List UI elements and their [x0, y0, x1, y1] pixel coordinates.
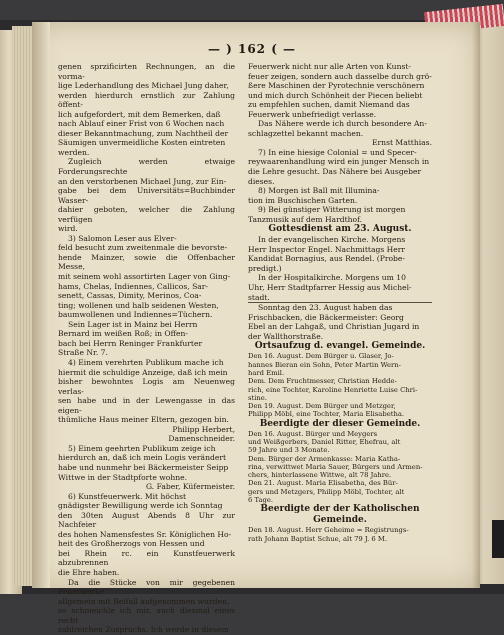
text-line: feuer zeigen, sondern auch dasselbe durch grö-	[248, 71, 432, 81]
text-line: dieser Bekanntmachung, zum Nachtheil der	[58, 128, 229, 138]
text-line: dahier geboten, welcher die Zahlung verfügen	[58, 205, 235, 224]
text-line: Da die Stücke von mir gegebenen Feuerwerke	[58, 577, 235, 597]
text-line: 59 Jahre und 3 Monate.	[248, 446, 330, 455]
text-line: 6) Kunstfeuerwerk. Mit höchst	[68, 491, 187, 501]
text-line: 9) Bei günstiger Witterung ist morgen	[258, 205, 406, 215]
text-line: Herr Inspector Engel. Nachmittags Herr	[248, 244, 406, 254]
text-line: In der Hospitalkirche. Morgens um 10	[258, 273, 406, 283]
text-line: nach Ablauf einer Frist von 6 Wochen nach	[58, 119, 225, 129]
page-edge-shade	[472, 22, 480, 588]
text-line: hams, Chelas, Indiennes, Callicos, Sar-	[58, 281, 208, 291]
text-line: G. Faber, Küfermeister.	[146, 482, 235, 492]
text-line: und mich durch Schönheit der Piecen beliebt	[248, 90, 423, 100]
text-line: zahlreichen Zuspruchs. Ich werde in diesem	[58, 625, 229, 635]
text-line: 4) Einem verehrten Publikum mache ich	[68, 357, 224, 367]
text-line: Zugleich werden etwaige Forderungsrechte	[58, 157, 235, 177]
text-line: den 30ten August Abends 8 Uhr zur Nachfeier	[58, 510, 235, 530]
page-header: — ) 162 ( —	[207, 42, 297, 56]
text-line: Den 21. August. Maria Elisabetha, des Bür-	[248, 479, 398, 488]
text-line: Sein Lager ist in Mainz bei Herrn	[68, 319, 198, 329]
text-line: rich, eine Tochter, Karoline Henriette Luise Chri-	[248, 385, 418, 394]
text-line: lige Lederhandlung des Michael Jung daher,	[58, 81, 229, 91]
text-line: Das Nähere werde ich durch besondere An-	[258, 119, 427, 129]
text-line: reywaarenhandlung wird ein junger Mensch in	[248, 157, 430, 167]
text-line: chers, hinterlassene Wittwe, alt 78 Jahre.	[248, 471, 392, 480]
text-line: predigt.)	[248, 263, 282, 273]
text-line: Philipp Möbl, eine Tochter, Maria Elisabetha.	[248, 410, 405, 419]
text-line: stadt.	[248, 292, 270, 302]
text-line: In der evangelischen Kirche. Morgens	[258, 235, 406, 245]
text-line: ßere Maschinen der Pyrotechnie verschönern	[248, 81, 425, 91]
text-line: werden.	[58, 147, 90, 157]
section-heading: Gottesdienst am 23. August.	[268, 224, 412, 235]
text-line: Kandidat Bornagius, aus Rendel. (Probe-	[248, 254, 405, 264]
text-line: werden hierdurch ernstlich zur Zahlung öffent-	[58, 90, 235, 110]
text-line: so schmeichle ich mir, auch diesmal eines recht	[58, 606, 235, 625]
text-line: der Wallthorstraße.	[248, 331, 324, 341]
text-line: gabe bei dem Universitäts=Buchbinder Wasser-	[58, 186, 235, 205]
text-line: Ernst Matthias.	[372, 138, 432, 148]
text-line: feld besucht zum zweitenmale die bevorste-	[58, 243, 228, 253]
text-line: Dem. Dem Fruchtmesser, Christian Hedde-	[248, 377, 397, 386]
text-line: bisher bewohntes Logis am Neuenweg verlas-	[58, 377, 235, 396]
text-line: Bernard im weißen Roß; in Offen-	[58, 329, 189, 339]
text-line: Uhr, Herr Stadtpfarrer Hessig aus Michel-	[248, 283, 412, 293]
section-heading: Beerdigte der dieser Gemeinde.	[259, 418, 421, 429]
left-text-column	[58, 62, 235, 635]
text-line: genen sprzificirten Rechnungen, an die vorma-	[58, 62, 235, 81]
text-line: allgemein mit Beifall aufgenommen wurden,	[58, 596, 230, 606]
text-line: Den 19. August. Dem Bürger und Metzger,	[248, 402, 396, 411]
text-line: lich aufgefordert, mit dem Bemerken, daß	[58, 109, 221, 119]
text-line: des hohen Namensfestes Sr. Königlichen Ho-	[58, 529, 232, 539]
text-line: Wittwe in der Stadtpforte wohne.	[58, 472, 188, 482]
text-line: an den verstorbenen Michael Jung, zur Ein-	[58, 176, 227, 186]
text-line: 8) Morgen ist Ball mit Illumina-	[258, 186, 380, 196]
text-line: zu empfehlen suchen, damit Niemand das	[248, 100, 410, 110]
section-heading: Ortsaufzug d. evangel. Gemeinde.	[254, 341, 426, 352]
text-line: 5) Einem geehrten Publikum zeige ich	[68, 443, 216, 453]
text-line: hard Emil.	[248, 368, 285, 377]
text-line: Den 16. August. Bürger und Meygers	[248, 429, 378, 438]
text-line: dieses.	[248, 176, 275, 186]
text-line: hende Mainzer, sowie die Offenbacher Messe,	[58, 252, 235, 272]
text-line: tion im Buschischen Garten.	[248, 195, 358, 205]
text-line: heit des Großherzogs von Hessen und	[58, 539, 205, 549]
text-line: Frischbacken, die Bäckermeister: Georg	[248, 312, 404, 322]
text-line: baumwollenen und Indiennes=Tüchern.	[58, 310, 213, 320]
text-line: Sonntag den 23. August haben das	[258, 303, 393, 313]
text-line: senett, Cassas, Dimity, Merinos, Coa-	[58, 291, 202, 301]
text-line: 7) In eine hiesige Colonial = und Specer-	[258, 147, 417, 157]
page-tab-marker	[492, 520, 504, 558]
page-gutter-shadow	[32, 22, 50, 588]
text-line: habe und nunmehr bei Bäckermeister Seipp	[58, 462, 229, 472]
right-text-column	[248, 62, 432, 543]
text-line: stine.	[248, 393, 267, 402]
text-line: gnädigster Bewilligung werde ich Sonntag	[58, 501, 223, 511]
text-line: 6 Tage.	[248, 496, 274, 505]
text-line: bei Rhein rc. ein Kunstfeuerwerk abzubrennen	[58, 548, 235, 568]
text-line: hannes Bieran ein Sohn, Peter Martin Wern-	[248, 360, 401, 369]
text-line: thümliche Haus meiner Eltern, gezogen bin.	[58, 415, 229, 425]
text-line: hierdurch an, daß ich mein Logis verändert	[58, 453, 227, 463]
text-line: die Lehre gesucht. Das Nähere bei Ausgeber	[248, 167, 422, 177]
text-line: und Weißgerbers, Daniel Ritter, Ehefrau, alt	[248, 437, 401, 446]
text-line: die Ehre haben.	[58, 567, 120, 577]
text-line: rina, verwittwet Maria Sauer, Bürgers und Armen-	[248, 462, 423, 471]
text-line: wird.	[58, 224, 78, 234]
text-line: Feuerwerk unbefriedigt verlasse.	[248, 109, 377, 119]
text-line: 3) Salomon Leser aus Elver-	[68, 233, 177, 243]
text-line: Feuerwerk nicht nur alle Arten von Kunst-	[248, 62, 411, 71]
text-line: gers und Metzgers, Philipp Möbl, Tochter, alt	[248, 487, 405, 496]
text-line: Philipp Herbert,	[172, 424, 235, 434]
text-line: Tanzmusik auf dem Hardthof.	[248, 214, 363, 224]
text-line: Ebel an der Lahgaß, und Christian Jugard in	[248, 322, 420, 332]
text-line: bach bei Herrn Reninger Frankfurter	[58, 338, 203, 348]
text-line: hiermit die schuldige Anzeige, daß ich mein	[58, 367, 228, 377]
section-heading: Beerdigte der der Katholischen Gemeinde.	[260, 504, 420, 526]
text-line: Säumigen unvermeidliche Kosten eintreten	[58, 138, 226, 148]
text-line: ting; wollenen und halb seidenen Westen,	[58, 300, 219, 310]
text-line: Damenschneider.	[168, 434, 235, 444]
text-line: Den 16. August. Dem Bürger u. Glaser, Jo-	[248, 352, 394, 361]
text-line: sen habe und in der Lewengasse in das eigen-	[58, 396, 235, 415]
text-line: schlagzettel bekannt machen.	[248, 128, 364, 138]
text-line: Den 18. August. Herr Geheime = Registrungs-	[248, 526, 409, 535]
text-line: Dem. Bürger der Armenkasse: Maria Katha-	[248, 454, 401, 463]
text-line: Straße Nr. 7.	[58, 348, 108, 358]
text-line: mit seinem wohl assortirten Lager von Ging-	[58, 272, 231, 282]
text-line: rath Johann Baptist Schue, alt 79 J. 6 M.	[248, 534, 388, 543]
